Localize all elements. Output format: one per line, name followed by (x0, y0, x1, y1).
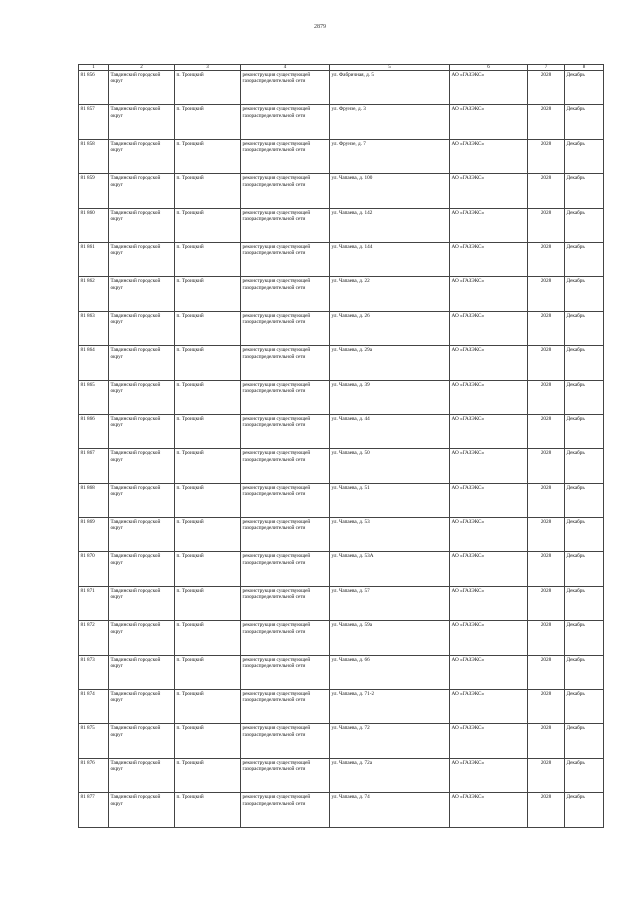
organization-cell: АО «ГАЗЭКС» (450, 655, 528, 689)
address-cell: ул. Чапаева, д. 100 (330, 174, 450, 208)
month-cell: Декабрь (565, 277, 604, 311)
month-cell: Декабрь (565, 518, 604, 552)
address-cell: ул. Чапаева, д. 72а (330, 758, 450, 792)
district-cell: Тавдинский городской округ (109, 690, 175, 724)
locality-cell: п. Троицкий (175, 311, 241, 345)
organization-cell: АО «ГАЗЭКС» (450, 414, 528, 448)
row-number-cell: 81 862 (79, 277, 109, 311)
address-cell: ул. Чапаева, д. 44 (330, 414, 450, 448)
address-cell: ул. Чапаева, д. 53А (330, 552, 450, 586)
locality-cell: п. Троицкий (175, 414, 241, 448)
organization-cell: АО «ГАЗЭКС» (450, 380, 528, 414)
locality-cell: п. Троицкий (175, 690, 241, 724)
row-number-cell: 81 865 (79, 380, 109, 414)
table-row (79, 690, 604, 724)
year-cell: 2028 (528, 71, 565, 105)
column-header: 1 (79, 65, 109, 71)
work-type-cell: реконструкция существующей газораспределительной сети (241, 71, 330, 105)
organization-cell: АО «ГАЗЭКС» (450, 518, 528, 552)
month-cell: Декабрь (565, 690, 604, 724)
table-row (79, 586, 604, 620)
address-cell: ул. Чапаева, д. 144 (330, 242, 450, 276)
locality-cell: п. Троицкий (175, 483, 241, 517)
column-header: 7 (528, 65, 565, 71)
month-cell: Декабрь (565, 208, 604, 242)
page-number: 2879 (314, 24, 326, 30)
address-cell: ул. Чапаева, д. 29а (330, 346, 450, 380)
table-row (79, 724, 604, 758)
row-number-cell: 81 871 (79, 586, 109, 620)
work-type-cell: реконструкция существующей газораспределительной сети (241, 414, 330, 448)
year-cell: 2028 (528, 208, 565, 242)
month-cell: Декабрь (565, 621, 604, 655)
address-cell: ул. Чапаева, д. 74 (330, 793, 450, 827)
district-cell: Тавдинский городской округ (109, 793, 175, 827)
organization-cell: АО «ГАЗЭКС» (450, 586, 528, 620)
row-number-cell: 81 874 (79, 690, 109, 724)
month-cell: Декабрь (565, 346, 604, 380)
row-number-cell: 81 863 (79, 311, 109, 345)
table-row (79, 621, 604, 655)
locality-cell: п. Троицкий (175, 346, 241, 380)
organization-cell: АО «ГАЗЭКС» (450, 71, 528, 105)
organization-cell: АО «ГАЗЭКС» (450, 105, 528, 139)
work-type-cell: реконструкция существующей газораспределительной сети (241, 242, 330, 276)
table-row (79, 414, 604, 448)
year-cell: 2028 (528, 552, 565, 586)
district-cell: Тавдинский городской округ (109, 586, 175, 620)
organization-cell: АО «ГАЗЭКС» (450, 208, 528, 242)
address-cell: ул. Чапаева, д. 22 (330, 277, 450, 311)
year-cell: 2028 (528, 793, 565, 827)
work-type-cell: реконструкция существующей газораспределительной сети (241, 139, 330, 173)
organization-cell: АО «ГАЗЭКС» (450, 277, 528, 311)
district-cell: Тавдинский городской округ (109, 71, 175, 105)
address-cell: ул. Чапаева, д. 72 (330, 724, 450, 758)
district-cell: Тавдинский городской округ (109, 758, 175, 792)
table-row (79, 380, 604, 414)
organization-cell: АО «ГАЗЭКС» (450, 311, 528, 345)
column-header: 4 (241, 65, 330, 71)
month-cell: Декабрь (565, 552, 604, 586)
locality-cell: п. Троицкий (175, 71, 241, 105)
district-cell: Тавдинский городской округ (109, 414, 175, 448)
table-row (79, 758, 604, 792)
locality-cell: п. Троицкий (175, 621, 241, 655)
address-cell: ул. Чапаева, д. 53 (330, 518, 450, 552)
table-body (79, 71, 604, 828)
district-cell: Тавдинский городской округ (109, 346, 175, 380)
work-type-cell: реконструкция существующей газораспределительной сети (241, 724, 330, 758)
organization-cell: АО «ГАЗЭКС» (450, 174, 528, 208)
locality-cell: п. Троицкий (175, 655, 241, 689)
year-cell: 2028 (528, 586, 565, 620)
work-type-cell: реконструкция существующей газораспределительной сети (241, 380, 330, 414)
row-number-cell: 81 859 (79, 174, 109, 208)
table-row (79, 277, 604, 311)
month-cell: Декабрь (565, 242, 604, 276)
row-number-cell: 81 866 (79, 414, 109, 448)
organization-cell: АО «ГАЗЭКС» (450, 449, 528, 483)
locality-cell: п. Троицкий (175, 586, 241, 620)
month-cell: Декабрь (565, 174, 604, 208)
row-number-cell: 81 857 (79, 105, 109, 139)
locality-cell: п. Троицкий (175, 208, 241, 242)
month-cell: Декабрь (565, 655, 604, 689)
month-cell: Декабрь (565, 71, 604, 105)
district-cell: Тавдинский городской округ (109, 621, 175, 655)
locality-cell: п. Троицкий (175, 380, 241, 414)
row-number-cell: 81 875 (79, 724, 109, 758)
year-cell: 2028 (528, 277, 565, 311)
row-number-cell: 81 856 (79, 71, 109, 105)
locality-cell: п. Троицкий (175, 758, 241, 792)
work-type-cell: реконструкция существующей газораспределительной сети (241, 449, 330, 483)
address-cell: ул. Чапаева, д. 57 (330, 586, 450, 620)
year-cell: 2028 (528, 174, 565, 208)
year-cell: 2028 (528, 621, 565, 655)
work-type-cell: реконструкция существующей газораспределительной сети (241, 277, 330, 311)
year-cell: 2028 (528, 414, 565, 448)
row-number-cell: 81 872 (79, 621, 109, 655)
district-cell: Тавдинский городской округ (109, 449, 175, 483)
address-cell: ул. Чапаева, д. 59а (330, 621, 450, 655)
column-header: 5 (330, 65, 450, 71)
year-cell: 2028 (528, 518, 565, 552)
table-row (79, 483, 604, 517)
month-cell: Декабрь (565, 380, 604, 414)
district-cell: Тавдинский городской округ (109, 552, 175, 586)
work-type-cell: реконструкция существующей газораспределительной сети (241, 174, 330, 208)
locality-cell: п. Троицкий (175, 139, 241, 173)
month-cell: Декабрь (565, 139, 604, 173)
district-cell: Тавдинский городской округ (109, 105, 175, 139)
work-type-cell: реконструкция существующей газораспределительной сети (241, 208, 330, 242)
locality-cell: п. Троицкий (175, 552, 241, 586)
organization-cell: АО «ГАЗЭКС» (450, 690, 528, 724)
month-cell: Декабрь (565, 414, 604, 448)
district-cell: Тавдинский городской округ (109, 139, 175, 173)
month-cell: Декабрь (565, 793, 604, 827)
year-cell: 2028 (528, 655, 565, 689)
address-cell: ул. Чапаева, д. 71-2 (330, 690, 450, 724)
table-row (79, 346, 604, 380)
row-number-cell: 81 873 (79, 655, 109, 689)
row-number-cell: 81 876 (79, 758, 109, 792)
work-type-cell: реконструкция существующей газораспределительной сети (241, 346, 330, 380)
row-number-cell: 81 870 (79, 552, 109, 586)
work-type-cell: реконструкция существующей газораспределительной сети (241, 105, 330, 139)
row-number-cell: 81 860 (79, 208, 109, 242)
table-row (79, 655, 604, 689)
address-cell: ул. Фрунзе, д. 7 (330, 139, 450, 173)
work-type-cell: реконструкция существующей газораспределительной сети (241, 655, 330, 689)
district-cell: Тавдинский городской округ (109, 724, 175, 758)
organization-cell: АО «ГАЗЭКС» (450, 552, 528, 586)
address-cell: ул. Чапаева, д. 51 (330, 483, 450, 517)
locality-cell: п. Троицкий (175, 724, 241, 758)
locality-cell: п. Троицкий (175, 174, 241, 208)
organization-cell: АО «ГАЗЭКС» (450, 483, 528, 517)
locality-cell: п. Троицкий (175, 242, 241, 276)
district-cell: Тавдинский городской округ (109, 655, 175, 689)
table-row (79, 139, 604, 173)
organization-cell: АО «ГАЗЭКС» (450, 724, 528, 758)
locality-cell: п. Троицкий (175, 105, 241, 139)
district-cell: Тавдинский городской округ (109, 242, 175, 276)
district-cell: Тавдинский городской округ (109, 380, 175, 414)
table-row (79, 518, 604, 552)
work-type-cell: реконструкция существующей газораспределительной сети (241, 793, 330, 827)
work-type-cell: реконструкция существующей газораспределительной сети (241, 311, 330, 345)
month-cell: Декабрь (565, 311, 604, 345)
address-cell: ул. Чапаева, д. 26 (330, 311, 450, 345)
year-cell: 2028 (528, 311, 565, 345)
locality-cell: п. Троицкий (175, 518, 241, 552)
row-number-cell: 81 858 (79, 139, 109, 173)
row-number-cell: 81 868 (79, 483, 109, 517)
month-cell: Декабрь (565, 483, 604, 517)
table-row (79, 174, 604, 208)
locality-cell: п. Троицкий (175, 277, 241, 311)
work-type-cell: реконструкция существующей газораспределительной сети (241, 690, 330, 724)
work-type-cell: реконструкция существующей газораспределительной сети (241, 552, 330, 586)
row-number-cell: 81 867 (79, 449, 109, 483)
organization-cell: АО «ГАЗЭКС» (450, 346, 528, 380)
organization-cell: АО «ГАЗЭКС» (450, 242, 528, 276)
row-number-cell: 81 877 (79, 793, 109, 827)
locality-cell: п. Троицкий (175, 449, 241, 483)
column-header: 2 (109, 65, 175, 71)
year-cell: 2028 (528, 242, 565, 276)
year-cell: 2028 (528, 724, 565, 758)
district-cell: Тавдинский городской округ (109, 483, 175, 517)
address-cell: ул. Чапаева, д. 39 (330, 380, 450, 414)
organization-cell: АО «ГАЗЭКС» (450, 793, 528, 827)
column-header: 3 (175, 65, 241, 71)
row-number-cell: 81 861 (79, 242, 109, 276)
year-cell: 2028 (528, 346, 565, 380)
organization-cell: АО «ГАЗЭКС» (450, 621, 528, 655)
table-row (79, 208, 604, 242)
table-row (79, 105, 604, 139)
district-cell: Тавдинский городской округ (109, 208, 175, 242)
work-type-cell: реконструкция существующей газораспределительной сети (241, 621, 330, 655)
year-cell: 2028 (528, 449, 565, 483)
row-number-cell: 81 864 (79, 346, 109, 380)
year-cell: 2028 (528, 105, 565, 139)
address-cell: ул. Чапаева, д. 50 (330, 449, 450, 483)
district-cell: Тавдинский городской округ (109, 174, 175, 208)
district-cell: Тавдинский городской округ (109, 311, 175, 345)
year-cell: 2028 (528, 483, 565, 517)
organization-cell: АО «ГАЗЭКС» (450, 139, 528, 173)
table-row (79, 793, 604, 827)
district-cell: Тавдинский городской округ (109, 277, 175, 311)
month-cell: Декабрь (565, 724, 604, 758)
month-cell: Декабрь (565, 449, 604, 483)
address-cell: ул. Чапаева, д. 66 (330, 655, 450, 689)
work-type-cell: реконструкция существующей газораспределительной сети (241, 586, 330, 620)
address-cell: ул. Фрунзе, д. 3 (330, 105, 450, 139)
month-cell: Декабрь (565, 586, 604, 620)
year-cell: 2028 (528, 139, 565, 173)
year-cell: 2028 (528, 380, 565, 414)
work-type-cell: реконструкция существующей газораспределительной сети (241, 758, 330, 792)
table-row (79, 552, 604, 586)
year-cell: 2028 (528, 690, 565, 724)
address-cell: ул. Чапаева, д. 142 (330, 208, 450, 242)
work-type-cell: реконструкция существующей газораспределительной сети (241, 518, 330, 552)
table-row (79, 311, 604, 345)
month-cell: Декабрь (565, 105, 604, 139)
table-row (79, 71, 604, 105)
register-table (78, 64, 604, 828)
organization-cell: АО «ГАЗЭКС» (450, 758, 528, 792)
row-number-cell: 81 869 (79, 518, 109, 552)
table-row (79, 449, 604, 483)
table-row (79, 242, 604, 276)
work-type-cell: реконструкция существующей газораспределительной сети (241, 483, 330, 517)
month-cell: Декабрь (565, 758, 604, 792)
column-header: 8 (565, 65, 604, 71)
address-cell: ул. Фабричная, д. 5 (330, 71, 450, 105)
year-cell: 2028 (528, 758, 565, 792)
column-header: 6 (450, 65, 528, 71)
district-cell: Тавдинский городской округ (109, 518, 175, 552)
locality-cell: п. Троицкий (175, 793, 241, 827)
